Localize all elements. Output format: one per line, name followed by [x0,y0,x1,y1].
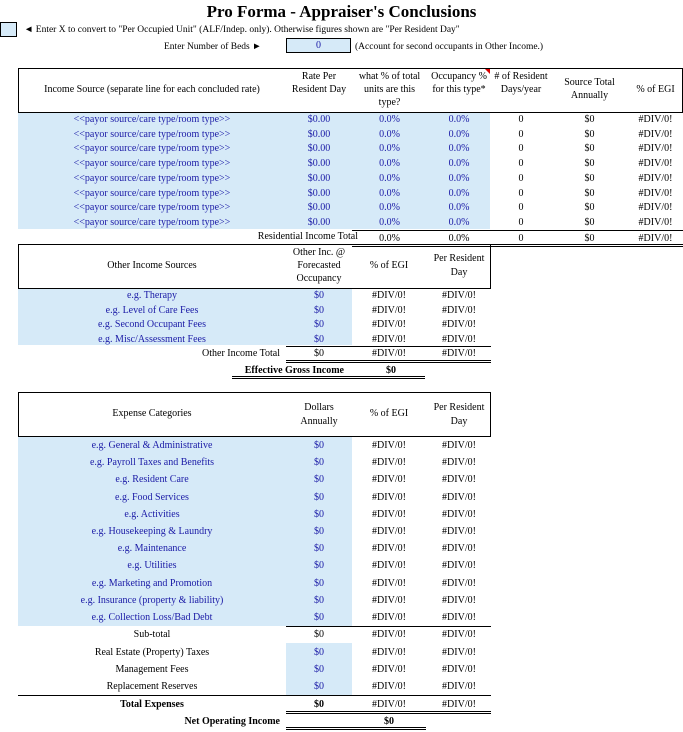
expense-egi: #DIV/0! [372,612,406,623]
income-total-line [352,230,683,231]
income-days-cell: 0 [518,216,524,228]
income-total-cell: $0 [584,158,595,170]
income-rate-cell[interactable]: $0.00 [307,114,331,125]
expense-label[interactable]: e.g. Insurance (property & liability) [80,594,224,606]
expense-total-prd: #DIV/0! [442,699,476,710]
expense-extra-egi: #DIV/0! [372,647,406,658]
expense-extra-amount[interactable]: $0 [314,664,324,675]
expense-label[interactable]: e.g. Payroll Taxes and Benefits [89,457,215,469]
expense-amount[interactable]: $0 [314,577,324,589]
income-pct-cell[interactable]: 0.0% [379,143,400,155]
expense-label[interactable]: e.g. Resident Care [115,474,189,486]
income-total-label: Residential Income Total [257,231,358,242]
expense-egi: #DIV/0! [372,508,406,520]
income-rate-cell[interactable]: $0.00 [307,187,331,199]
income-pct-cell[interactable]: 0.0% [379,114,400,125]
expense-total-egi: #DIV/0! [372,699,406,710]
expense-prd: #DIV/0! [442,526,476,537]
expense-amount[interactable]: $0 [314,560,324,572]
other-income-prd: #DIV/0! [442,334,476,346]
expense-prd: #DIV/0! [442,594,476,606]
expense-egi: #DIV/0! [372,474,406,486]
expense-subtotal-egi: #DIV/0! [372,629,406,640]
income-egi-cell: #DIV/0! [638,172,673,184]
expense-prd: #DIV/0! [442,474,476,486]
expense-egi: #DIV/0! [372,543,406,555]
expense-label[interactable]: e.g. Housekeeping & Laundry [91,526,213,537]
income-egi-cell: #DIV/0! [638,202,673,214]
income-days-cell: 0 [518,114,524,125]
expense-extra-prd: #DIV/0! [442,664,476,675]
other-income-amount[interactable]: $0 [314,290,324,301]
egi-value: $0 [386,365,396,376]
income-occ-cell[interactable]: 0.0% [448,143,470,155]
expense-amount[interactable]: $0 [314,491,324,503]
income-source-cell[interactable]: <<payor source/care type/room type>> [73,172,231,184]
income-total-cell: $0 [584,202,595,214]
other-income-amount[interactable]: $0 [314,304,324,316]
page-title: Pro Forma - Appraiser's Conclusions [206,2,477,21]
expense-total-double-line [286,711,491,714]
expense-egi: #DIV/0! [372,577,406,589]
convert-input-cell[interactable] [0,22,17,37]
expense-subtotal-prd: #DIV/0! [442,629,476,640]
expense-prd: #DIV/0! [442,508,476,520]
income-occ-cell[interactable]: 0.0% [448,172,470,184]
income-source-cell[interactable]: <<payor source/care type/room type>> [73,114,231,125]
income-total-occ: 0.0% [448,233,470,244]
other-income-prd: #DIV/0! [442,319,476,331]
expense-amount[interactable]: $0 [314,474,324,486]
income-total-cell: $0 [584,143,595,155]
expense-prd: #DIV/0! [442,440,476,451]
income-source-cell[interactable]: <<payor source/care type/room type>> [73,143,231,155]
income-total-pct: 0.0% [379,233,400,244]
noi-value: $0 [384,716,394,727]
beds-note: (Account for second occupants in Other Income.) [355,42,544,52]
income-total-cell: $0 [584,216,595,228]
comment-indicator-icon [485,69,490,74]
income-source-cell[interactable]: <<payor source/care type/room type>> [73,216,231,228]
other-income-label[interactable]: e.g. Level of Care Fees [105,304,199,316]
other-income-egi: #DIV/0! [372,334,406,346]
expense-prd: #DIV/0! [442,491,476,503]
income-pct-cell[interactable]: 0.0% [379,216,400,228]
income-header-egi: % of EGI [636,84,675,95]
expense-label[interactable]: e.g. Marketing and Promotion [91,577,213,589]
income-occ-cell[interactable]: 0.0% [448,158,470,170]
income-total-sum: $0 [584,233,595,244]
expense-prd: #DIV/0! [442,543,476,555]
expense-egi: #DIV/0! [372,457,406,469]
expense-extra-amount[interactable]: $0 [314,681,324,692]
noi-label: Net Operating Income [184,716,280,727]
income-days-cell: 0 [518,172,524,184]
income-occ-cell[interactable]: 0.0% [448,216,470,228]
income-days-cell: 0 [518,128,524,140]
income-total-cell: $0 [584,114,595,125]
income-header-rate: Rate Per Resident Day [291,71,347,95]
expense-extra-label: Real Estate (Property) Taxes [94,647,210,658]
expense-extra-label: Management Fees [115,664,189,675]
other-total-label: Other Income Total [202,348,280,359]
other-income-prd: #DIV/0! [442,290,476,301]
other-header-source: Other Income Sources [107,260,197,271]
income-total-cell: $0 [584,128,595,140]
income-source-cell[interactable]: <<payor source/care type/room type>> [73,128,231,140]
other-total-double-line [286,360,491,363]
expense-extra-prd: #DIV/0! [442,681,476,692]
egi-label: Effective Gross Income [244,365,344,376]
expense-amount[interactable]: $0 [314,543,324,555]
other-income-label[interactable]: e.g. Misc/Assessment Fees [98,334,206,346]
other-income-label[interactable]: e.g. Therapy [126,290,178,301]
income-total-days: 0 [518,233,524,244]
other-total-egi: #DIV/0! [372,348,406,359]
income-rate-cell[interactable]: $0.00 [307,216,331,228]
other-income-egi: #DIV/0! [372,304,406,316]
other-income-label[interactable]: e.g. Second Occupant Fees [97,319,207,331]
income-source-cell[interactable]: <<payor source/care type/room type>> [73,187,231,199]
expense-label[interactable]: e.g. General & Administrative [91,440,213,451]
other-header-amount: Other Inc. @ Forecasted Occupancy [292,247,346,284]
expense-amount[interactable]: $0 [314,508,324,520]
expense-extra-prd: #DIV/0! [442,647,476,658]
income-egi-cell: #DIV/0! [638,114,673,125]
expense-label[interactable]: e.g. Collection Loss/Bad Debt [91,612,213,623]
expense-egi: #DIV/0! [372,491,406,503]
expense-label[interactable]: e.g. Utilities [127,560,177,572]
expense-label[interactable]: e.g. Activities [124,508,180,520]
income-days-cell: 0 [518,187,524,199]
income-source-cell[interactable]: <<payor source/care type/room type>> [73,202,231,214]
convert-note: ◄ Enter X to convert to "Per Occupied Unit" (ALF/Indep. only). Otherwise figures shown are "Per Resident Day" [24,25,460,35]
noi-double-line [286,727,426,730]
expense-extra-egi: #DIV/0! [372,681,406,692]
income-header-occupancy: Occupancy % for this type* [431,71,487,95]
expense-extra-label: Replacement Reserves [106,681,198,692]
expense-total-label: Total Expenses [120,699,184,710]
expense-subtotal-amount: $0 [314,629,324,640]
other-income-egi: #DIV/0! [372,290,406,301]
expense-prd: #DIV/0! [442,560,476,572]
expense-prd: #DIV/0! [442,612,476,623]
income-egi-cell: #DIV/0! [638,143,673,155]
income-total-cell: $0 [584,172,595,184]
income-rate-cell[interactable]: $0.00 [307,158,331,170]
other-total-line [286,346,491,347]
egi-double-line [232,376,425,379]
income-occ-cell[interactable]: 0.0% [448,202,470,214]
expense-egi: #DIV/0! [372,526,406,537]
income-header-pct-units: what % of total units are this type? [358,71,421,108]
income-pct-cell[interactable]: 0.0% [379,158,400,170]
income-header-source: Income Source (separate line for each concluded rate) [44,84,260,95]
expense-amount[interactable]: $0 [314,594,324,606]
income-rate-cell[interactable]: $0.00 [307,202,331,214]
income-egi-cell: #DIV/0! [638,128,673,140]
expense-header-category: Expense Categories [112,408,192,419]
income-egi-cell: #DIV/0! [638,187,673,199]
income-days-cell: 0 [518,202,524,214]
expense-total-line [18,695,491,696]
expense-prd: #DIV/0! [442,457,476,469]
other-income-amount[interactable]: $0 [314,334,324,346]
expense-header-dollars: Dollars Annually [300,402,338,427]
income-egi-cell: #DIV/0! [638,158,673,170]
expense-label[interactable]: e.g. Maintenance [117,543,187,555]
expense-subtotal-line [286,626,491,627]
income-occ-cell[interactable]: 0.0% [448,128,470,140]
other-income-prd: #DIV/0! [442,304,476,316]
income-rate-cell[interactable]: $0.00 [307,128,331,140]
income-rate-cell[interactable]: $0.00 [307,143,331,155]
expense-amount[interactable]: $0 [314,457,324,469]
income-total-egi: #DIV/0! [638,233,673,244]
expense-amount[interactable]: $0 [314,526,324,537]
expense-total-amount: $0 [314,699,324,710]
expense-amount[interactable]: $0 [314,612,324,623]
beds-input-cell[interactable]: 0 [286,38,351,53]
income-occ-cell[interactable]: 0.0% [448,114,470,125]
expense-extra-egi: #DIV/0! [372,664,406,675]
expense-egi: #DIV/0! [372,594,406,606]
income-header-days: # of Resident Days/year [494,71,548,95]
income-occ-cell[interactable]: 0.0% [448,187,470,199]
income-pct-cell[interactable]: 0.0% [379,187,400,199]
income-source-cell[interactable]: <<payor source/care type/room type>> [73,158,231,170]
other-header-egi: % of EGI [369,260,409,271]
income-pct-cell[interactable]: 0.0% [379,172,400,184]
income-egi-cell: #DIV/0! [638,216,673,228]
other-income-amount[interactable]: $0 [314,319,324,331]
income-days-cell: 0 [518,158,524,170]
expense-header-prd: Per Resident Day [433,402,485,427]
income-pct-cell[interactable]: 0.0% [379,202,400,214]
expense-header-egi: % of EGI [369,408,409,419]
income-rate-cell[interactable]: $0.00 [307,172,331,184]
expense-egi: #DIV/0! [372,440,406,451]
expense-extra-amount[interactable]: $0 [314,647,324,658]
other-header-prd: Per Resident Day [433,253,485,278]
beds-label: Enter Number of Beds ► [164,42,262,52]
expense-amount[interactable]: $0 [314,440,324,451]
other-total-prd: #DIV/0! [442,348,476,359]
expense-label[interactable]: e.g. Food Services [115,491,189,503]
income-days-cell: 0 [518,143,524,155]
expense-prd: #DIV/0! [442,577,476,589]
other-total-amount: $0 [314,348,324,359]
income-header-total: Source Total Annually [564,77,615,101]
expense-egi: #DIV/0! [372,560,406,572]
expense-subtotal-label: Sub-total [133,629,171,640]
other-income-egi: #DIV/0! [372,319,406,331]
income-pct-cell[interactable]: 0.0% [379,128,400,140]
income-total-cell: $0 [584,187,595,199]
